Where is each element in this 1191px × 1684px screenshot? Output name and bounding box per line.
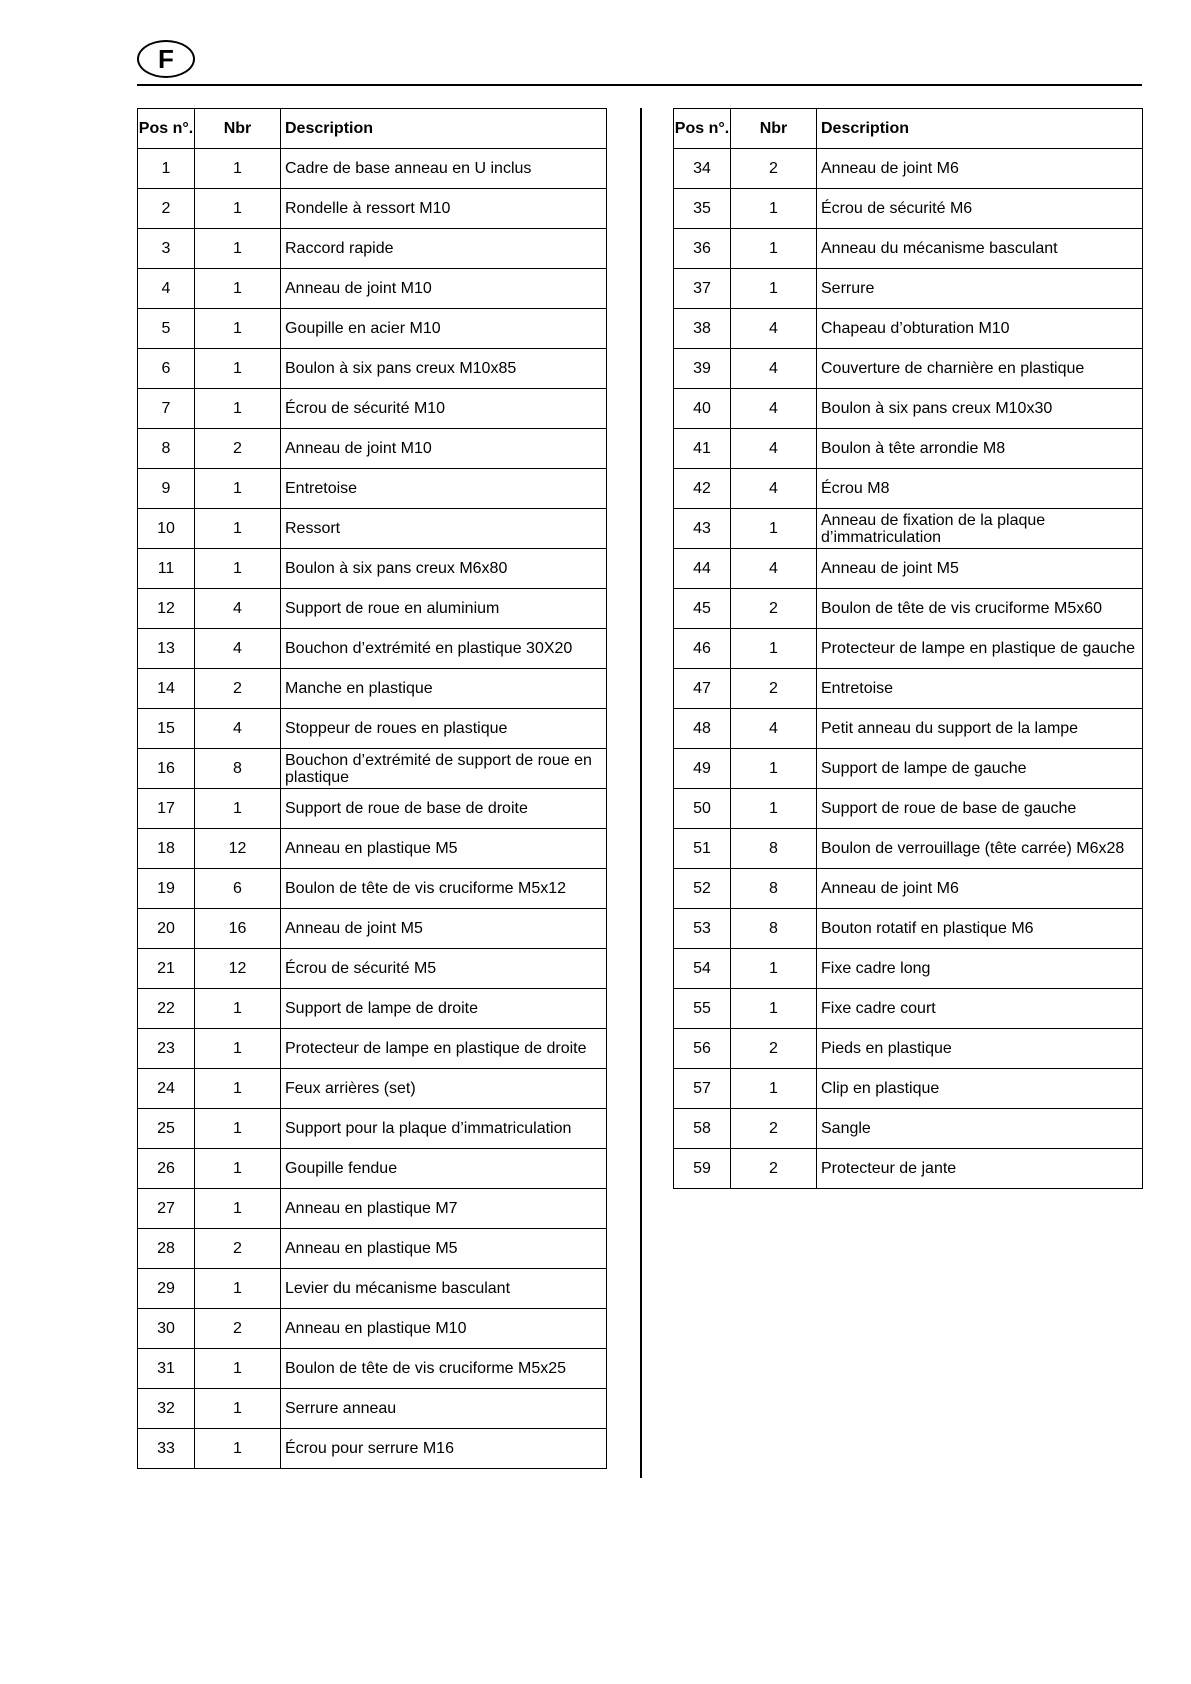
table-row: [674, 1029, 1143, 1069]
description-cell: Serrure: [817, 269, 1143, 309]
table-row: [674, 949, 1143, 989]
nbr-cell: 4: [195, 629, 281, 669]
pos-cell: 27: [138, 1189, 195, 1229]
table-row: [138, 1069, 607, 1109]
pos-cell: 32: [138, 1389, 195, 1429]
table-row: [674, 549, 1143, 589]
description-cell: Support de lampe de gauche: [817, 749, 1143, 789]
description-cell: Anneau de joint M10: [281, 269, 607, 309]
table-row: [138, 629, 607, 669]
nbr-cell: 1: [731, 789, 817, 829]
pos-cell: 7: [138, 389, 195, 429]
pos-cell: 6: [138, 349, 195, 389]
pos-cell: 33: [138, 1429, 195, 1469]
table-row: [674, 269, 1143, 309]
table-row: [138, 1109, 607, 1149]
parts-list-left: [138, 149, 607, 1469]
description-cell: Couverture de charnière en plastique: [817, 349, 1143, 389]
table-row: [138, 309, 607, 349]
table-row: [138, 829, 607, 869]
pos-cell: 55: [674, 989, 731, 1029]
pos-cell: 57: [674, 1069, 731, 1109]
table-row: [138, 1189, 607, 1229]
pos-cell: 15: [138, 709, 195, 749]
table-row: [674, 469, 1143, 509]
nbr-cell: 1: [195, 229, 281, 269]
table-row: [138, 1309, 607, 1349]
table-row: [138, 189, 607, 229]
nbr-cell: 2: [731, 149, 817, 189]
table-row: [138, 469, 607, 509]
table-row: [138, 869, 607, 909]
nbr-cell: 16: [195, 909, 281, 949]
description-cell: Boulon à six pans creux M10x85: [281, 349, 607, 389]
table-row: [138, 669, 607, 709]
table-row: [674, 749, 1143, 789]
table-row: [138, 509, 607, 549]
pos-cell: 53: [674, 909, 731, 949]
description-cell: Anneau de joint M5: [817, 549, 1143, 589]
table-row: [138, 349, 607, 389]
table-row: [138, 1149, 607, 1189]
pos-cell: 20: [138, 909, 195, 949]
description-cell: Anneau de joint M10: [281, 429, 607, 469]
table-row: [674, 589, 1143, 629]
nbr-cell: 1: [731, 189, 817, 229]
description-cell: Boulon à six pans creux M6x80: [281, 549, 607, 589]
table-row: [138, 269, 607, 309]
description-cell: Pieds en plastique: [817, 1029, 1143, 1069]
nbr-cell: 2: [195, 1309, 281, 1349]
nbr-cell: 1: [731, 269, 817, 309]
description-cell: Levier du mécanisme basculant: [281, 1269, 607, 1309]
table-row: [674, 789, 1143, 829]
description-cell: Feux arrières (set): [281, 1069, 607, 1109]
description-cell: Anneau en plastique M5: [281, 1229, 607, 1269]
nbr-cell: 1: [195, 1029, 281, 1069]
nbr-cell: 2: [731, 589, 817, 629]
table-row: [674, 829, 1143, 869]
description-cell: Support de roue de base de gauche: [817, 789, 1143, 829]
nbr-cell: 4: [731, 469, 817, 509]
table-row: [138, 1229, 607, 1269]
description-cell: Support de lampe de droite: [281, 989, 607, 1029]
nbr-cell: 4: [731, 389, 817, 429]
pos-cell: 17: [138, 789, 195, 829]
pos-cell: 29: [138, 1269, 195, 1309]
description-cell: Anneau en plastique M7: [281, 1189, 607, 1229]
table-row: [674, 989, 1143, 1029]
table-row: [138, 229, 607, 269]
description-cell: Serrure anneau: [281, 1389, 607, 1429]
table-row: [674, 509, 1143, 549]
table-row: [138, 1269, 607, 1309]
description-cell: Bouchon d’extrémité de support de roue en plastique: [281, 749, 607, 789]
column-divider: [640, 108, 642, 1478]
pos-cell: 38: [674, 309, 731, 349]
nbr-cell: 8: [731, 829, 817, 869]
nbr-cell: 12: [195, 829, 281, 869]
pos-cell: 37: [674, 269, 731, 309]
nbr-cell: 6: [195, 869, 281, 909]
pos-cell: 5: [138, 309, 195, 349]
table-row: [674, 669, 1143, 709]
nbr-cell: 1: [195, 989, 281, 1029]
description-cell: Protecteur de lampe en plastique de droite: [281, 1029, 607, 1069]
table-row: [674, 389, 1143, 429]
description-cell: Goupille en acier M10: [281, 309, 607, 349]
pos-cell: 11: [138, 549, 195, 589]
pos-cell: 1: [138, 149, 195, 189]
description-cell: Anneau de joint M6: [817, 869, 1143, 909]
pos-cell: 39: [674, 349, 731, 389]
description-cell: Anneau en plastique M5: [281, 829, 607, 869]
pos-cell: 44: [674, 549, 731, 589]
description-cell: Chapeau d’obturation M10: [817, 309, 1143, 349]
description-cell: Clip en plastique: [817, 1069, 1143, 1109]
description-cell: Boulon de tête de vis cruciforme M5x60: [817, 589, 1143, 629]
nbr-cell: 1: [195, 1349, 281, 1389]
table-row: [138, 549, 607, 589]
nbr-cell: 4: [731, 709, 817, 749]
nbr-cell: 8: [731, 909, 817, 949]
description-cell: Petit anneau du support de la lampe: [817, 709, 1143, 749]
description-cell: Écrou de sécurité M10: [281, 389, 607, 429]
nbr-cell: 1: [195, 1069, 281, 1109]
description-cell: Rondelle à ressort M10: [281, 189, 607, 229]
pos-cell: 54: [674, 949, 731, 989]
header-rule: [137, 84, 1142, 86]
nbr-cell: 1: [731, 229, 817, 269]
description-cell: Stoppeur de roues en plastique: [281, 709, 607, 749]
table-row: [674, 1109, 1143, 1149]
description-cell: Raccord rapide: [281, 229, 607, 269]
nbr-cell: 1: [195, 309, 281, 349]
pos-cell: 26: [138, 1149, 195, 1189]
description-cell: Manche en plastique: [281, 669, 607, 709]
pos-cell: 12: [138, 589, 195, 629]
nbr-cell: 1: [195, 1109, 281, 1149]
nbr-cell: 4: [731, 309, 817, 349]
pos-cell: 36: [674, 229, 731, 269]
description-cell: Entretoise: [817, 669, 1143, 709]
nbr-cell: 1: [731, 629, 817, 669]
table-row: [674, 709, 1143, 749]
pos-cell: 25: [138, 1109, 195, 1149]
table-row: [138, 1029, 607, 1069]
pos-cell: 30: [138, 1309, 195, 1349]
nbr-cell: 1: [195, 189, 281, 229]
description-cell: Boulon à six pans creux M10x30: [817, 389, 1143, 429]
table-row: [674, 189, 1143, 229]
pos-cell: 50: [674, 789, 731, 829]
nbr-cell: 1: [195, 549, 281, 589]
description-cell: Boulon de verrouillage (tête carrée) M6x28: [817, 829, 1143, 869]
description-cell: Anneau de fixation de la plaque d’immatriculation: [817, 509, 1143, 549]
pos-cell: 22: [138, 989, 195, 1029]
table-row: [138, 589, 607, 629]
nbr-cell: 1: [195, 789, 281, 829]
table-row: [138, 709, 607, 749]
table-row: [674, 349, 1143, 389]
nbr-cell: 1: [195, 1189, 281, 1229]
pos-cell: 13: [138, 629, 195, 669]
nbr-cell: 1: [195, 469, 281, 509]
description-cell: Boulon de tête de vis cruciforme M5x25: [281, 1349, 607, 1389]
pos-cell: 51: [674, 829, 731, 869]
header-description: Description: [817, 109, 1143, 149]
table-row: [138, 389, 607, 429]
language-badge: F: [137, 40, 195, 78]
table-row: [138, 1349, 607, 1389]
nbr-cell: 8: [731, 869, 817, 909]
pos-cell: 8: [138, 429, 195, 469]
header-pos: Pos n°.: [138, 109, 195, 149]
description-cell: Protecteur de lampe en plastique de gauche: [817, 629, 1143, 669]
nbr-cell: 2: [731, 1029, 817, 1069]
description-cell: Support de roue en aluminium: [281, 589, 607, 629]
nbr-cell: 12: [195, 949, 281, 989]
table-row: [674, 869, 1143, 909]
description-cell: Anneau de joint M6: [817, 149, 1143, 189]
nbr-cell: 1: [731, 989, 817, 1029]
description-cell: Anneau du mécanisme basculant: [817, 229, 1143, 269]
description-cell: Boulon de tête de vis cruciforme M5x12: [281, 869, 607, 909]
pos-cell: 59: [674, 1149, 731, 1189]
pos-cell: 31: [138, 1349, 195, 1389]
table-row: [138, 1429, 607, 1469]
pos-cell: 48: [674, 709, 731, 749]
pos-cell: 56: [674, 1029, 731, 1069]
nbr-cell: 1: [195, 389, 281, 429]
nbr-cell: 1: [195, 509, 281, 549]
pos-cell: 24: [138, 1069, 195, 1109]
pos-cell: 16: [138, 749, 195, 789]
pos-cell: 52: [674, 869, 731, 909]
pos-cell: 19: [138, 869, 195, 909]
pos-cell: 35: [674, 189, 731, 229]
description-cell: Support de roue de base de droite: [281, 789, 607, 829]
table-row: [138, 789, 607, 829]
pos-cell: 28: [138, 1229, 195, 1269]
description-cell: Entretoise: [281, 469, 607, 509]
nbr-cell: 1: [195, 1149, 281, 1189]
description-cell: Sangle: [817, 1109, 1143, 1149]
description-cell: Fixe cadre long: [817, 949, 1143, 989]
description-cell: Cadre de base anneau en U inclus: [281, 149, 607, 189]
description-cell: Écrou de sécurité M5: [281, 949, 607, 989]
nbr-cell: 1: [195, 149, 281, 189]
nbr-cell: 2: [195, 429, 281, 469]
description-cell: Fixe cadre court: [817, 989, 1143, 1029]
table-row: [138, 989, 607, 1029]
nbr-cell: 1: [731, 749, 817, 789]
table-row: [674, 909, 1143, 949]
nbr-cell: 1: [195, 1389, 281, 1429]
pos-cell: 47: [674, 669, 731, 709]
table-row: [674, 229, 1143, 269]
description-cell: Anneau en plastique M10: [281, 1309, 607, 1349]
header-description: Description: [281, 109, 607, 149]
nbr-cell: 2: [195, 669, 281, 709]
parts-list-right: [674, 149, 1143, 1189]
pos-cell: 21: [138, 949, 195, 989]
description-cell: Goupille fendue: [281, 1149, 607, 1189]
description-cell: Ressort: [281, 509, 607, 549]
table-row: [674, 149, 1143, 189]
pos-cell: 2: [138, 189, 195, 229]
table-row: [674, 1069, 1143, 1109]
nbr-cell: 1: [195, 349, 281, 389]
pos-cell: 45: [674, 589, 731, 629]
parts-table-left: [137, 108, 607, 1469]
nbr-cell: 2: [731, 1109, 817, 1149]
nbr-cell: 4: [731, 549, 817, 589]
nbr-cell: 2: [195, 1229, 281, 1269]
table-row: [674, 1149, 1143, 1189]
pos-cell: 46: [674, 629, 731, 669]
nbr-cell: 4: [195, 709, 281, 749]
description-cell: Bouton rotatif en plastique M6: [817, 909, 1143, 949]
pos-cell: 34: [674, 149, 731, 189]
pos-cell: 41: [674, 429, 731, 469]
pos-cell: 9: [138, 469, 195, 509]
table-row: [674, 429, 1143, 469]
nbr-cell: 1: [195, 1429, 281, 1469]
pos-cell: 14: [138, 669, 195, 709]
table-header-row: [138, 109, 607, 149]
pos-cell: 23: [138, 1029, 195, 1069]
header-nbr: Nbr: [731, 109, 817, 149]
nbr-cell: 1: [195, 269, 281, 309]
nbr-cell: 4: [731, 349, 817, 389]
table-row: [138, 949, 607, 989]
table-row: [138, 149, 607, 189]
description-cell: Écrou de sécurité M6: [817, 189, 1143, 229]
parts-table-right: [673, 108, 1143, 1189]
description-cell: Support pour la plaque d’immatriculation: [281, 1109, 607, 1149]
pos-cell: 43: [674, 509, 731, 549]
pos-cell: 18: [138, 829, 195, 869]
pos-cell: 40: [674, 389, 731, 429]
pos-cell: 3: [138, 229, 195, 269]
table-row: [674, 629, 1143, 669]
nbr-cell: 8: [195, 749, 281, 789]
header-pos: Pos n°.: [674, 109, 731, 149]
description-cell: Écrou M8: [817, 469, 1143, 509]
table-row: [138, 429, 607, 469]
description-cell: Bouchon d’extrémité en plastique 30X20: [281, 629, 607, 669]
pos-cell: 49: [674, 749, 731, 789]
description-cell: Boulon à tête arrondie M8: [817, 429, 1143, 469]
nbr-cell: 1: [195, 1269, 281, 1309]
pos-cell: 4: [138, 269, 195, 309]
description-cell: Écrou pour serrure M16: [281, 1429, 607, 1469]
header-nbr: Nbr: [195, 109, 281, 149]
pos-cell: 42: [674, 469, 731, 509]
nbr-cell: 1: [731, 949, 817, 989]
pos-cell: 58: [674, 1109, 731, 1149]
nbr-cell: 2: [731, 1149, 817, 1189]
description-cell: Anneau de joint M5: [281, 909, 607, 949]
nbr-cell: 1: [731, 1069, 817, 1109]
table-header-row: [674, 109, 1143, 149]
table-row: [138, 909, 607, 949]
table-row: [138, 749, 607, 789]
nbr-cell: 4: [195, 589, 281, 629]
nbr-cell: 4: [731, 429, 817, 469]
table-row: [674, 309, 1143, 349]
description-cell: Protecteur de jante: [817, 1149, 1143, 1189]
table-row: [138, 1389, 607, 1429]
nbr-cell: 2: [731, 669, 817, 709]
pos-cell: 10: [138, 509, 195, 549]
nbr-cell: 1: [731, 509, 817, 549]
